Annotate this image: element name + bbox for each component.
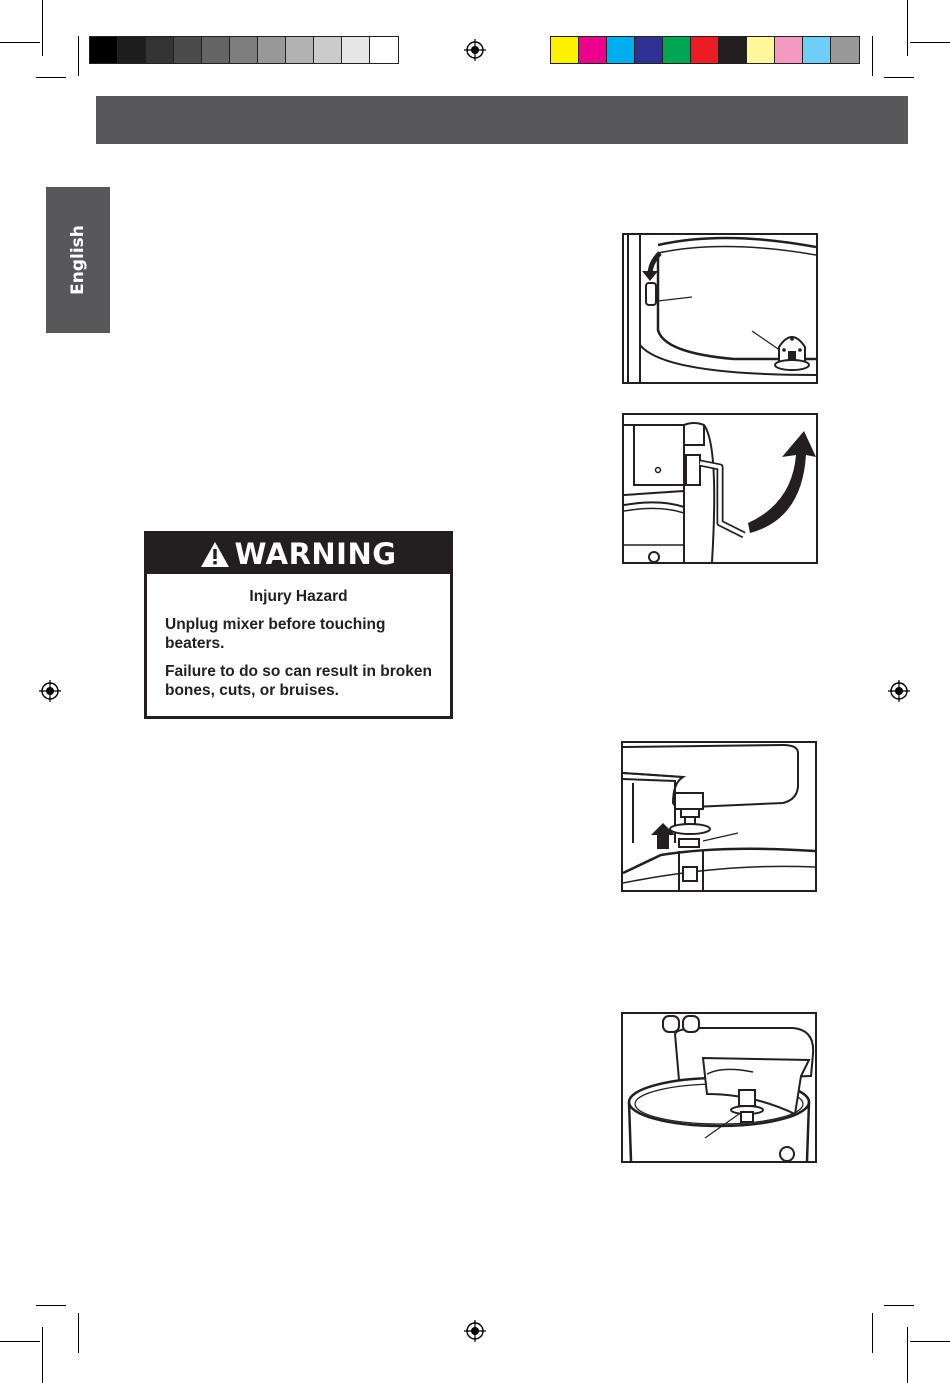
color-swatch [579,37,607,63]
grayscale-color-bar [89,36,399,64]
warning-line-1: Unplug mixer before touching beaters. [165,616,386,652]
color-swatch [90,37,118,63]
crop-mark [884,77,914,78]
color-swatch [691,37,719,63]
color-swatch [202,37,230,63]
warning-title: WARNING [234,537,397,571]
color-swatch [314,37,342,63]
registration-mark-icon [888,680,910,702]
warning-hazard: Injury Hazard [249,588,348,605]
color-swatch [747,37,775,63]
color-swatch [118,37,146,63]
crop-mark [36,1305,66,1306]
section-header-bar [96,96,908,144]
warning-box [144,531,453,719]
bowl-clamp-illustration-icon [624,235,816,382]
color-swatch [803,37,831,63]
illustration-pouring-shield [621,1012,817,1163]
warning-header [147,534,450,574]
crop-mark [884,1305,914,1306]
crop-mark [907,1327,908,1383]
illustration-lift-lever [622,413,818,564]
language-label: English [68,225,88,295]
color-swatch [342,37,370,63]
color-swatch [663,37,691,63]
registration-mark-icon [39,680,61,702]
color-swatch [831,37,859,63]
crop-mark [872,1313,873,1353]
illustration-bowl-lock [622,233,818,384]
registration-mark-icon [464,1320,486,1342]
crop-mark [910,1341,950,1342]
crop-mark [907,0,908,56]
registration-mark-icon [464,39,486,61]
crop-mark [910,42,950,43]
color-swatch [174,37,202,63]
beater-shaft-illustration-icon [623,743,815,890]
color-swatch [775,37,803,63]
crop-mark [78,36,79,76]
crop-mark [42,1327,43,1383]
crop-mark [78,1313,79,1353]
language-tab [46,187,110,333]
crop-mark [36,77,66,78]
color-swatch [146,37,174,63]
color-swatch [635,37,663,63]
crop-mark [0,1341,40,1342]
lift-lever-illustration-icon [624,415,816,562]
crop-mark [0,42,40,43]
color-swatch [230,37,258,63]
crop-mark [872,36,873,76]
pouring-shield-illustration-icon [623,1014,815,1161]
color-swatch [370,37,398,63]
color-swatch [258,37,286,63]
color-swatch [607,37,635,63]
warning-line-2: Failure to do so can result in broken bones, cuts, or bruises. [165,663,432,699]
color-swatch [286,37,314,63]
illustration-beater-removal [621,741,817,892]
color-swatch [719,37,747,63]
warning-triangle-icon [200,541,230,568]
color-swatch [551,37,579,63]
crop-mark [42,0,43,56]
process-color-bar [550,36,860,64]
